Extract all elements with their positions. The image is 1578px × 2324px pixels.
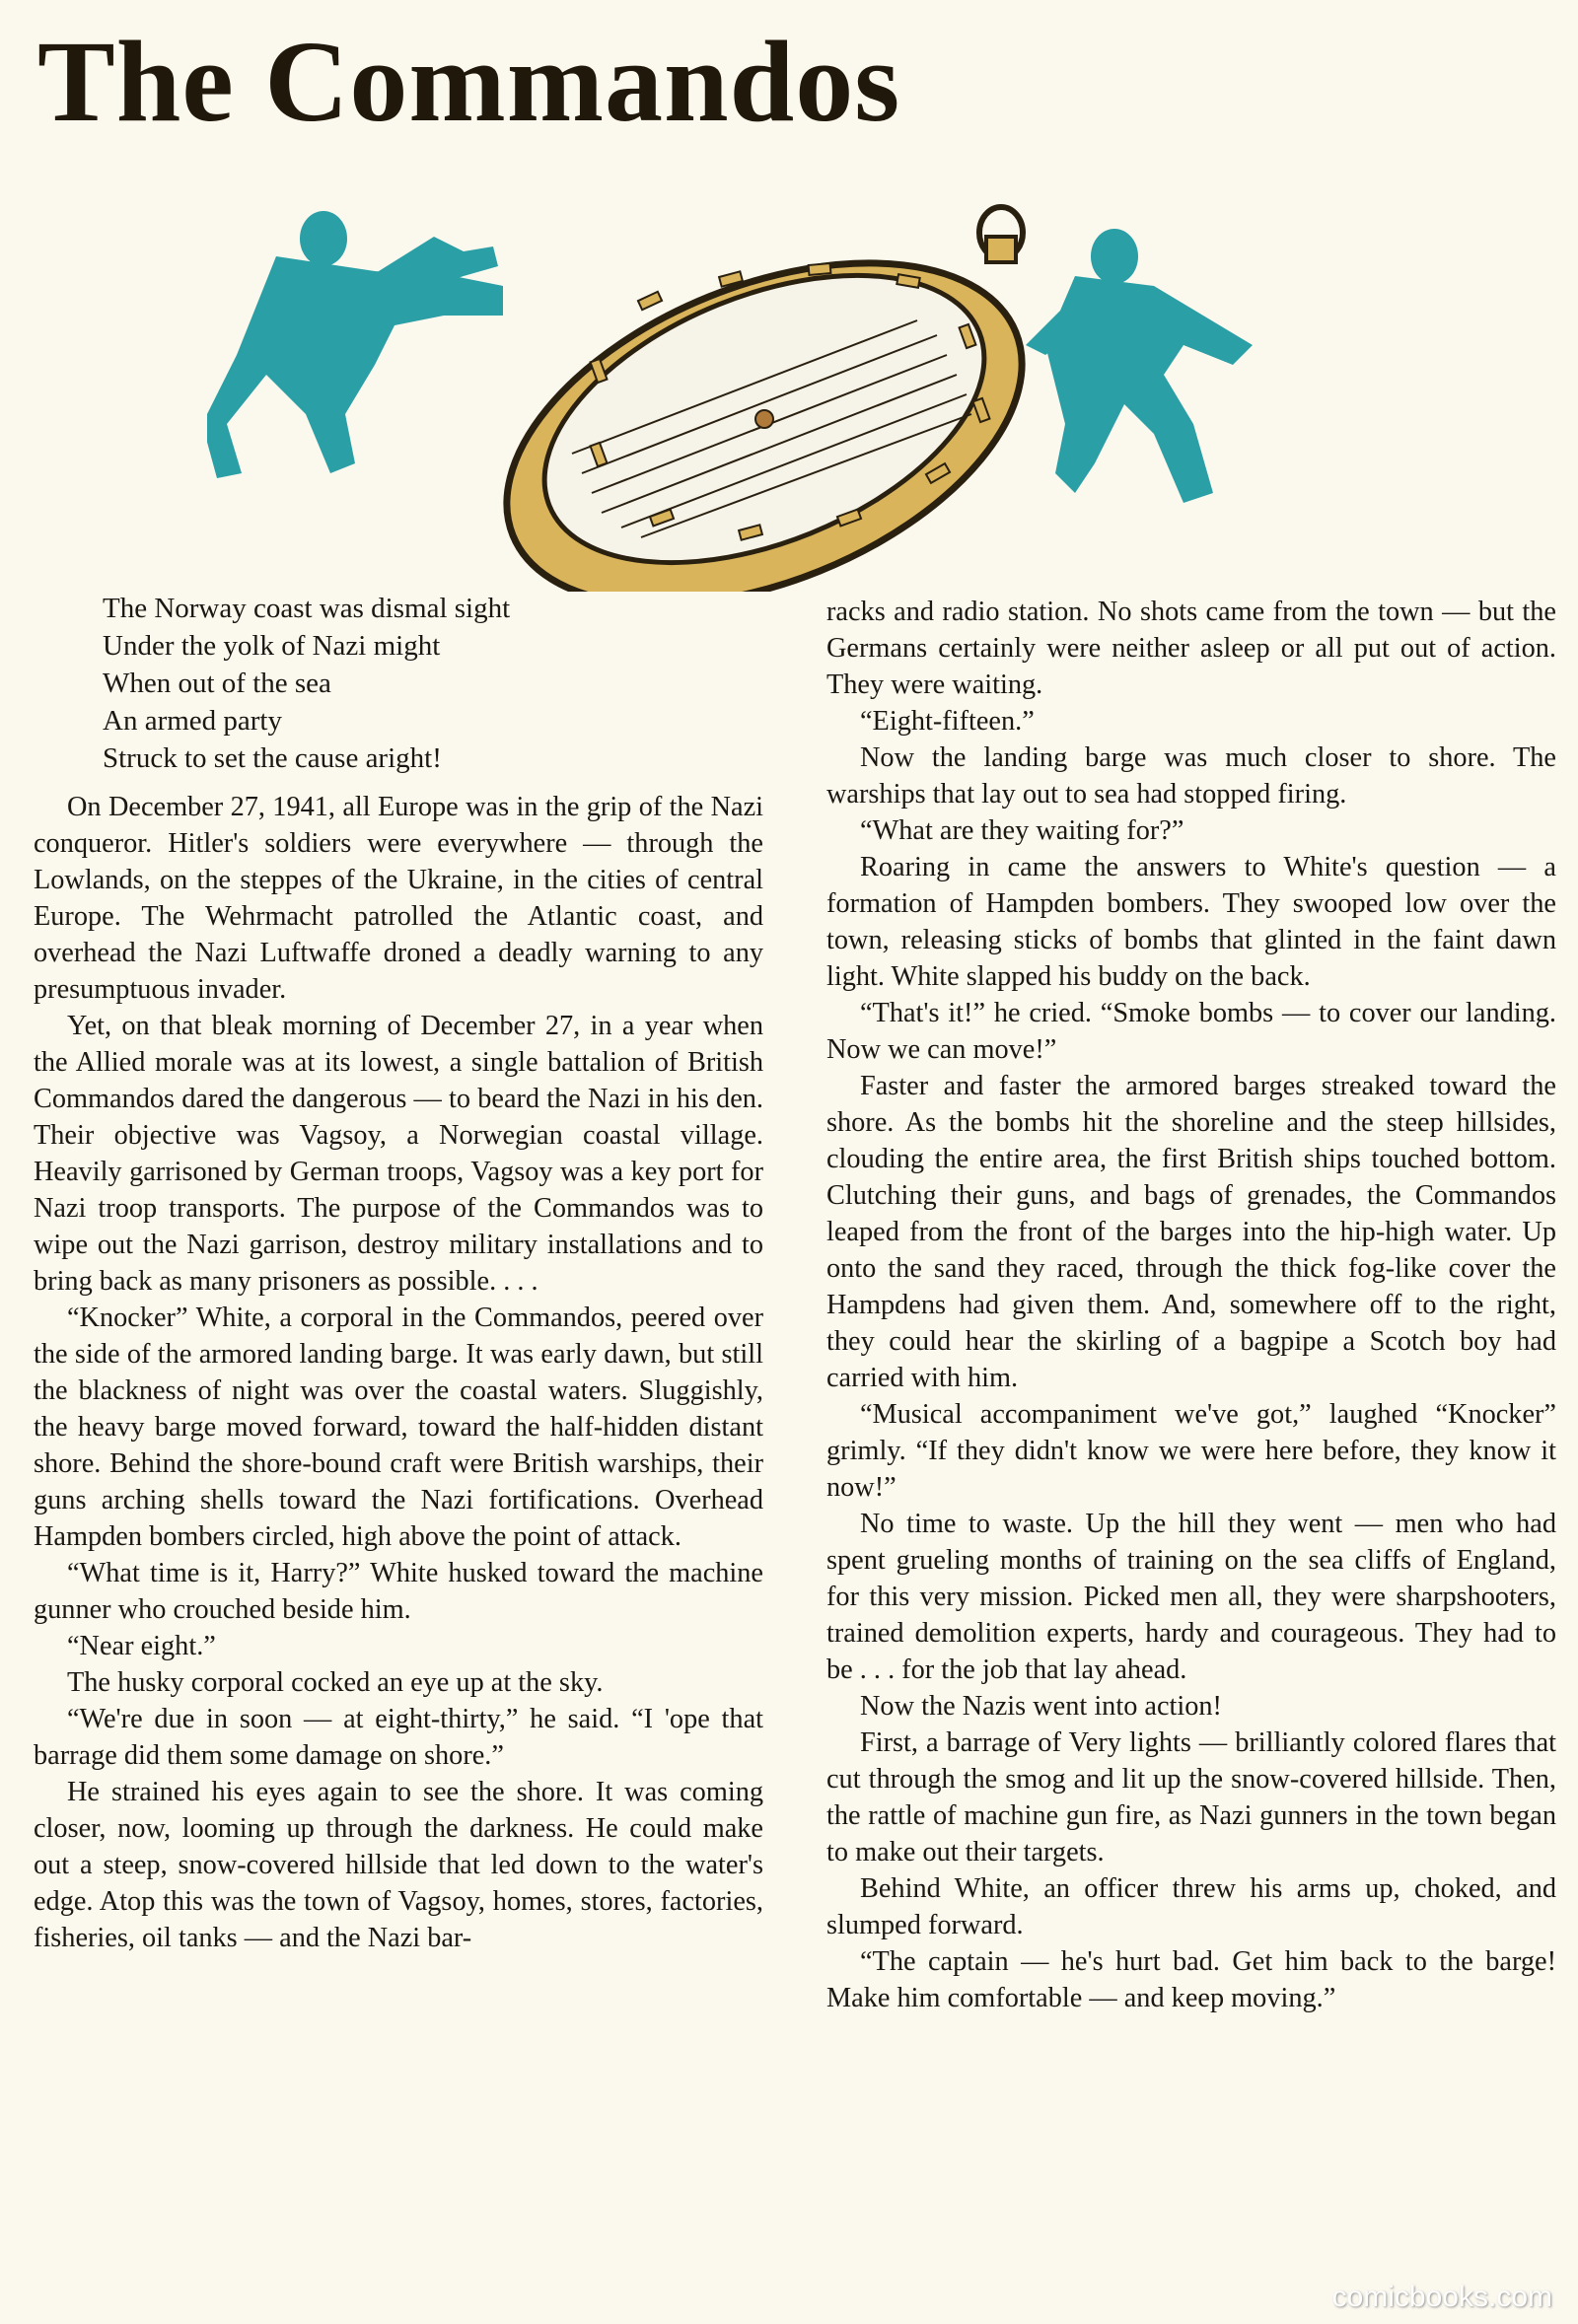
right-soldier-silhouette xyxy=(1026,229,1253,503)
opening-poem xyxy=(103,590,763,777)
poem-line: An armed party xyxy=(103,705,282,737)
stopwatch xyxy=(458,195,1071,592)
left-soldier-silhouette xyxy=(207,211,503,478)
paragraph: “Near eight.” xyxy=(67,1631,216,1661)
paragraph: Behind White, an officer threw his arms up, choked, and slumped forward. xyxy=(826,1873,1556,1940)
paragraph: The husky corporal cocked an eye up at the sky. xyxy=(67,1667,604,1698)
poem-line: Under the yolk of Nazi might xyxy=(103,630,441,662)
paragraph: Roaring in came the answers to White's question — a formation of Hampden bombers. They swooped low over the town, releasing sticks of bombs that glinted in the faint dawn light. White slapped his buddy on the back. xyxy=(826,852,1556,992)
paragraph: On December 27, 1941, all Europe was in the grip of the Nazi conqueror. Hitler's soldiers were everywhere — through the Lowlands, on the steppes of the Ukraine, in the cities of central Europe. The Wehrmacht patrolled the Atlantic coast, and overhead the Nazi Luftwaffe droned a deadly warning to any presumptuous invader. xyxy=(34,792,763,1005)
paragraph: Now the landing barge was much closer to shore. The warships that lay out to sea had stopped firing. xyxy=(826,742,1556,810)
paragraph: “What are they waiting for?” xyxy=(860,815,1184,846)
poem-line: When out of the sea xyxy=(103,668,331,699)
paragraph: racks and radio station. No shots came from the town — but the Germans certainly were neither asleep or all put out of action. They were waiting. xyxy=(826,597,1556,700)
paragraph: Yet, on that bleak morning of December 27, in a year when the Allied morale was at its lowest, a single battalion of British Commandos dared the dangerous — to beard the Nazi in his den. Their objective was Vagsoy, a Norwegian coastal village. Heavily garrisoned by German troops, Vagsoy was a key port for Nazi troop transports. The purpose of the Commandos was to wipe out the Nazi garrison, destroy military installations and to bring back as many prisoners as possible. . . . xyxy=(34,1011,763,1297)
paragraph: “We're due in soon — at eight-thirty,” he said. “I 'ope that barrage did them some damage on shore.” xyxy=(34,1704,763,1771)
paragraph: Faster and faster the armored barges streaked toward the shore. As the bombs hit the shoreline and the steep hillsides, clouding the entire area, the first British ships touched bottom. Clutching their guns, and bags of grenades, the Commandos leaped from the front of the barges into the hip-high water. Up onto the sand they raced, through the thick fog-like cover the Hampdens had given them. And, somewhere off to the right, they could hear the skirling of a bagpipe a Scotch boy had carried with him. xyxy=(826,1071,1556,1393)
left-column xyxy=(34,590,763,1956)
right-column xyxy=(826,594,1556,2016)
paragraph: First, a barrage of Very lights — brilliantly colored flares that cut through the smog and lit up the snow-covered hillside. Then, the rattle of machine gun fire, as Nazi gunners in the town began to make out their targets. xyxy=(826,1727,1556,1867)
paragraph: No time to waste. Up the hill they went — men who had spent grueling months of training on the sea cliffs of England, for this very mission. Picked men all, they were sharpshooters, trained demolition experts, hardy and courageous. They had to be . . . for the job that lay ahead. xyxy=(826,1509,1556,1685)
paragraph: “What time is it, Harry?” White husked toward the machine gunner who crouched beside him. xyxy=(34,1558,763,1625)
page-title: The Commandos xyxy=(37,17,901,146)
poem-line: Struck to set the cause aright! xyxy=(103,742,442,774)
paragraph: Now the Nazis went into action! xyxy=(860,1691,1222,1722)
paragraph: “Knocker” White, a corporal in the Commandos, peered over the side of the armored landing barge. It was early dawn, but still the blackness of night was over the coastal waters. Sluggishly, the heavy barge moved forward, toward the half-hidden distant shore. Behind the shore-bound craft were British warships, their guns arching shells toward the Nazi fortifications. Overhead Hampden bombers circled, high above the point of attack. xyxy=(34,1303,763,1552)
paragraph: “That's it!” he cried. “Smoke bombs — to cover our landing. Now we can move!” xyxy=(826,998,1556,1065)
paragraph: “The captain — he's hurt bad. Get him back to the barge! Make him comfortable — and keep moving.” xyxy=(826,1946,1556,2013)
paragraph: “Eight-fifteen.” xyxy=(860,706,1035,737)
poem-line: The Norway coast was dismal sight xyxy=(103,593,511,624)
paragraph: “Musical accompaniment we've got,” laughed “Knocker” grimly. “If they didn't know we were here before, they know it now!” xyxy=(826,1399,1556,1503)
paragraph: He strained his eyes again to see the shore. It was coming closer, now, looming up through the darkness. He could make out a steep, snow-covered hillside that led down to the water's edge. Atop this was the town of Vagsoy, homes, stores, factories, fisheries, oil tanks — and the Nazi bar- xyxy=(34,1777,763,1953)
watermark: comicbooks.com xyxy=(1331,2281,1552,2313)
soldiers-pushing-stopwatch-icon xyxy=(207,177,1351,592)
